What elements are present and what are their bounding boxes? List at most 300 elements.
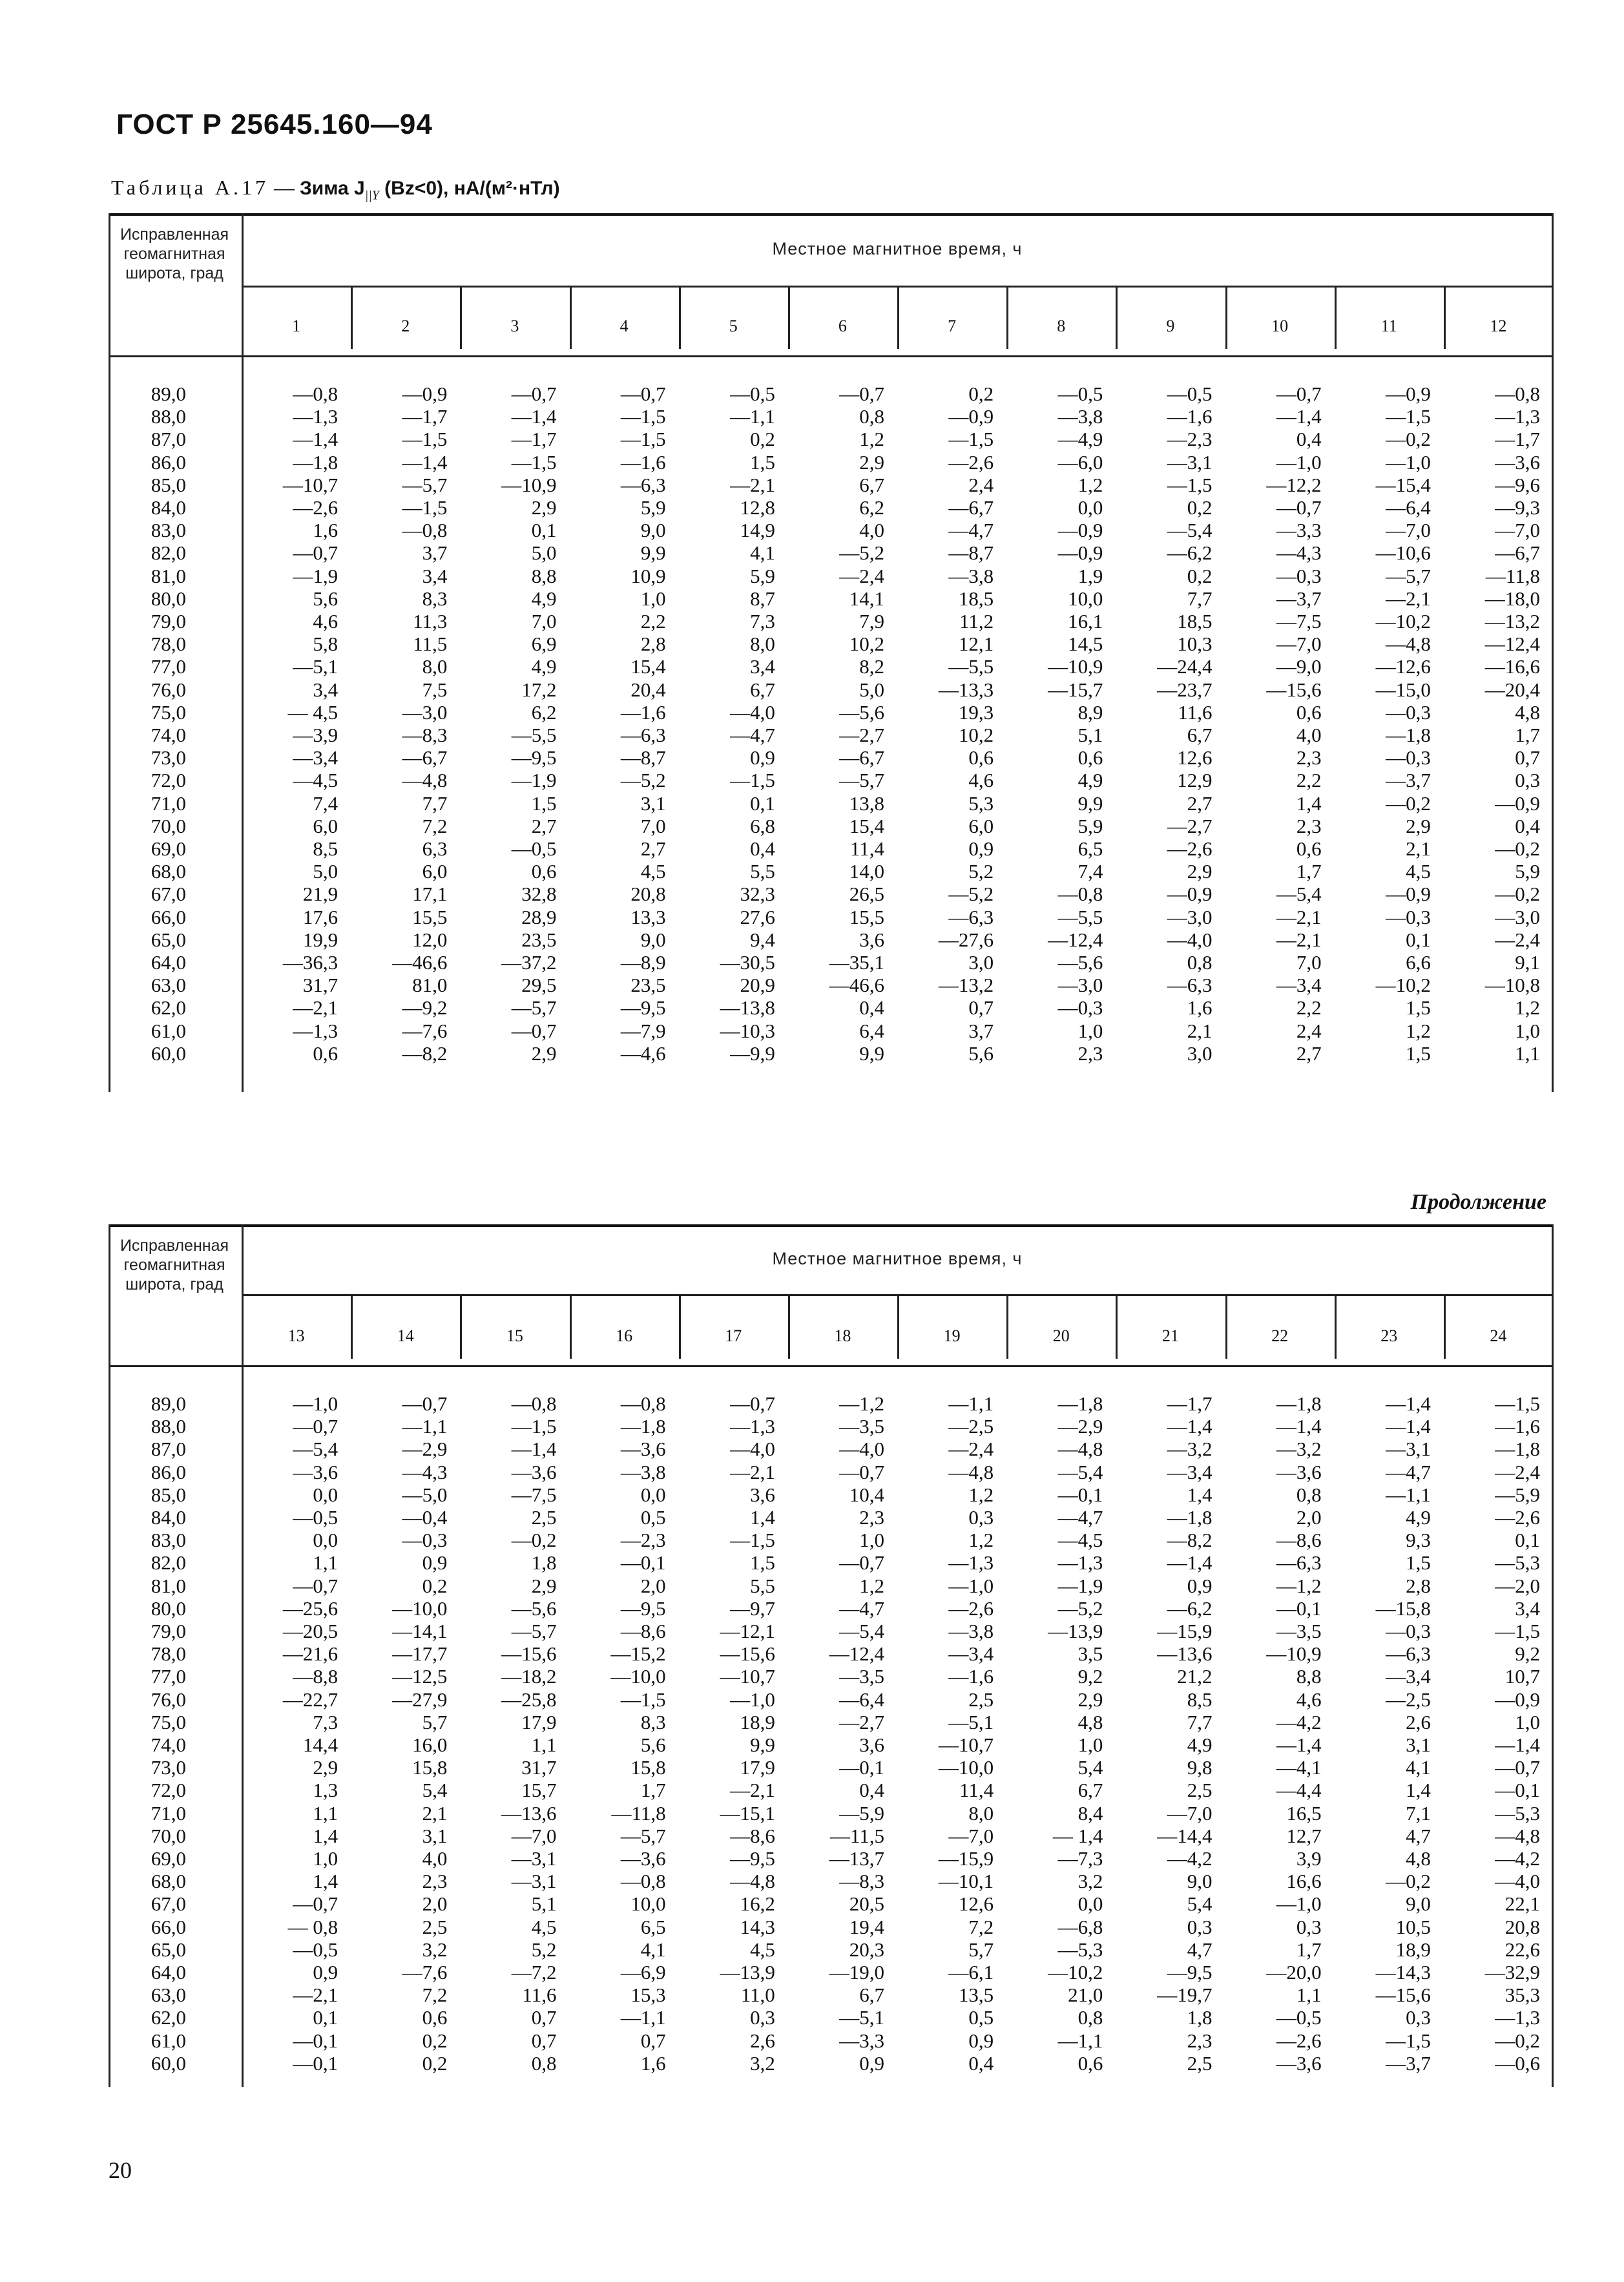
value-cell: 7,7 [422,791,448,815]
latitude-cell: 60,0 [151,1042,186,1065]
value-cell: —3,6 [1276,2051,1322,2075]
value-cell: 2,9 [859,450,884,474]
value-cell: —5,6 [839,700,884,724]
value-cell: 5,6 [313,587,338,610]
value-cell: —6,7 [402,746,448,769]
value-cell: —2,1 [293,996,338,1020]
latitude-cell: 67,0 [151,883,186,906]
value-cell: —1,4 [1167,1415,1213,1438]
value-cell: —1,1 [620,2006,666,2029]
value-cell: 0,2 [968,382,994,405]
value-cell: 13,8 [849,791,884,815]
value-cell: 23,5 [630,974,666,997]
value-cell: —2,9 [1057,1415,1103,1438]
value-cell: 0,4 [750,837,775,860]
hour-header: 24 [1490,1326,1507,1345]
value-cell: 1,1 [313,1801,338,1825]
value-cell: —7,2 [511,1961,557,1984]
latitude-cell: 64,0 [151,1961,186,1984]
value-cell: —0,2 [1495,2029,1540,2052]
value-cell: —4,0 [1495,1870,1540,1893]
value-cell: 6,6 [1406,951,1431,974]
value-cell: 12,9 [1177,769,1213,792]
value-cell: 4,5 [750,1938,775,1961]
value-cell: —2,7 [839,1710,884,1733]
value-cell: 2,0 [1296,1506,1322,1529]
value-cell: —0,1 [620,1551,666,1575]
value-cell: —1,4 [1276,1733,1322,1756]
value-cell: —36,3 [282,951,338,974]
value-cell: 0,2 [750,428,775,451]
latitude-cell: 65,0 [151,1938,186,1961]
value-cell: 4,0 [1296,724,1322,746]
value-cell: —1,1 [1386,1483,1431,1506]
value-cell: 2,5 [531,1506,557,1529]
value-cell: 0,1 [313,2006,338,2029]
value-cell: —8,9 [620,951,666,974]
value-cell: 7,3 [750,610,775,633]
value-cell: 4,5 [531,1915,557,1938]
latitude-cell: 68,0 [151,1870,186,1893]
latitude-cell: 77,0 [151,1665,186,1688]
value-cell: —0,9 [1057,541,1103,565]
hour-header: 23 [1380,1326,1398,1345]
value-cell: —3,1 [1386,1438,1431,1461]
value-cell: 1,1 [1296,1984,1322,2007]
value-cell: 2,2 [640,610,666,633]
value-cell: —2,1 [293,1984,338,2007]
value-cell: 2,7 [531,814,557,837]
value-cell: 0,5 [968,2006,994,2029]
value-cell: 0,2 [422,2029,448,2052]
value-cell: —27,9 [392,1688,448,1711]
value-cell: 0,9 [968,837,994,860]
value-cell: —1,5 [1495,1620,1540,1642]
value-cell: 2,9 [1187,860,1213,883]
value-cell: —3,2 [1276,1438,1322,1461]
latitude-cell: 82,0 [151,1551,186,1575]
value-cell: —5,4 [1167,519,1213,542]
value-cell: —3,7 [1386,2051,1431,2075]
value-cell: 4,0 [859,519,884,542]
value-cell: —2,4 [1495,928,1540,951]
latitude-cell: 85,0 [151,1483,186,1506]
caption-title: Зима J [299,178,365,199]
value-cell: 19,9 [302,928,338,951]
value-cell: —1,4 [1386,1392,1431,1415]
value-cell: 27,6 [740,905,775,928]
value-cell: 4,5 [1406,860,1431,883]
value-cell: —13,9 [720,1961,775,1984]
value-cell: 8,0 [750,633,775,656]
value-cell: 20,3 [849,1938,884,1961]
value-cell: 17,6 [302,905,338,928]
value-cell: 1,6 [640,2051,666,2075]
value-cell: 2,9 [531,1042,557,1065]
value-cell: 3,4 [313,678,338,701]
hour-header: 20 [1052,1326,1070,1345]
value-cell: —0,4 [402,1506,448,1529]
value-cell: —17,7 [392,1642,448,1666]
value-cell: 6,4 [859,1019,884,1042]
value-cell: 4,1 [640,1938,666,1961]
latitude-cell: 62,0 [151,996,186,1020]
value-cell: —4,8 [402,769,448,792]
value-cell: 7,7 [1187,1710,1213,1733]
value-cell: 0,7 [1515,746,1540,769]
value-cell: 7,4 [313,791,338,815]
value-cell: —10,7 [720,1665,775,1688]
value-cell: —13,8 [720,996,775,1020]
value-cell: —1,7 [402,405,448,428]
value-cell: —6,4 [1386,496,1431,519]
value-cell: —0,8 [620,1392,666,1415]
value-cell: —1,0 [1276,450,1322,474]
value-cell: —2,7 [1167,814,1213,837]
value-cell: 31,7 [302,974,338,997]
value-cell: 2,8 [1406,1574,1431,1597]
value-cell: —5,4 [839,1620,884,1642]
value-cell: —6,8 [1057,1915,1103,1938]
value-cell: —5,2 [620,769,666,792]
value-cell: —0,5 [293,1506,338,1529]
latitude-cell: 62,0 [151,2006,186,2029]
value-cell: 0,8 [1296,1483,1322,1506]
value-cell: —4,1 [1276,1756,1322,1779]
value-cell: 10,0 [630,1892,666,1916]
value-cell: 3,0 [1187,1042,1213,1065]
value-cell: —30,5 [720,951,775,974]
value-cell: 5,0 [859,678,884,701]
value-cell: 11,4 [959,1779,994,1802]
value-cell: 5,7 [968,1938,994,1961]
value-cell: 2,5 [422,1915,448,1938]
value-cell: 0,4 [859,996,884,1020]
value-cell: 21,2 [1177,1665,1213,1688]
value-cell: 1,5 [1406,996,1431,1020]
value-cell: —3,6 [620,1847,666,1870]
value-cell: —5,5 [511,724,557,746]
value-cell: 0,7 [968,996,994,1020]
value-cell: 7,0 [531,610,557,633]
value-cell: —1,4 [402,450,448,474]
hour-header: 4 [619,317,629,335]
value-cell: 8,2 [859,655,884,678]
hour-header: 13 [287,1326,305,1345]
value-cell: —1,8 [293,450,338,474]
value-cell: —4,0 [730,700,775,724]
value-cell: 2,9 [531,1574,557,1597]
document-header: ГОСТ Р 25645.160—94 [116,109,433,140]
value-cell: —6,7 [1495,541,1540,565]
latitude-cell: 87,0 [151,428,186,451]
value-cell: —8,2 [1167,1529,1213,1552]
value-cell: 9,0 [1406,1892,1431,1916]
value-cell: —1,5 [1167,473,1213,496]
value-cell: 0,3 [1187,1915,1213,1938]
latitude-cell: 71,0 [151,1801,186,1825]
value-cell: 15,7 [521,1779,557,1802]
value-cell: 0,7 [531,2006,557,2029]
value-cell: 4,6 [968,769,994,792]
value-cell: 9,9 [640,541,666,565]
value-cell: —6,3 [620,473,666,496]
value-cell: 3,9 [1296,1847,1322,1870]
value-cell: —9,0 [1276,655,1322,678]
value-cell: 3,1 [422,1824,448,1847]
latitude-cell: 72,0 [151,1779,186,1802]
hour-header: 2 [401,317,410,335]
value-cell: 18,5 [1177,610,1213,633]
value-cell: 7,2 [422,814,448,837]
value-cell: —4,8 [1386,633,1431,656]
value-cell: 10,3 [1177,633,1213,656]
value-cell: 12,6 [958,1892,994,1916]
value-cell: 8,8 [1296,1665,1322,1688]
value-cell: —6,0 [1057,450,1103,474]
value-cell: 20,9 [740,974,775,997]
value-cell: —15,6 [501,1642,557,1666]
hour-header: 18 [834,1326,851,1345]
value-cell: 4,8 [1077,1710,1103,1733]
value-cell: 4,8 [1406,1847,1431,1870]
value-cell: 10,7 [1504,1665,1540,1688]
latitude-cell: 83,0 [151,519,186,542]
value-cell: —15,7 [1048,678,1103,701]
value-cell: —3,8 [620,1460,666,1483]
value-cell: —0,3 [1386,1620,1431,1642]
value-cell: 3,6 [750,1483,775,1506]
value-cell: —0,3 [1386,746,1431,769]
value-cell: —16,6 [1484,655,1540,678]
value-cell: 14,0 [849,860,884,883]
value-cell: —1,8 [620,1415,666,1438]
value-cell: —2,4 [948,1438,994,1461]
value-cell: 0,1 [1406,928,1431,951]
value-cell: 21,0 [1068,1984,1103,2007]
value-cell: 10,2 [958,724,994,746]
value-cell: —1,5 [948,428,994,451]
value-cell: —1,1 [402,1415,448,1438]
value-cell: 1,2 [1077,473,1103,496]
value-cell: —3,4 [948,1642,994,1666]
value-cell: 18,9 [1395,1938,1431,1961]
value-cell: 3,2 [750,2051,775,2075]
value-cell: —1,4 [511,1438,557,1461]
value-cell: —6,9 [620,1961,666,1984]
value-cell: —2,3 [620,1529,666,1552]
value-cell: 6,8 [750,814,775,837]
value-cell: 13,5 [958,1984,994,2007]
latitude-cell: 86,0 [151,450,186,474]
value-cell: —32,9 [1484,1961,1540,1984]
table-right-border [1552,1224,1554,2087]
value-cell: 11,3 [413,610,448,633]
hour-header: 9 [1166,317,1175,335]
value-cell: —3,4 [1276,974,1322,997]
value-cell: 8,5 [313,837,338,860]
value-cell: 1,4 [1187,1483,1213,1506]
value-cell: 0,5 [640,1506,666,1529]
value-cell: 10,5 [1395,1915,1431,1938]
value-cell: —0,9 [1167,883,1213,906]
value-cell: 0,4 [1296,428,1322,451]
value-cell: —18,2 [501,1665,557,1688]
value-cell: —5,5 [1057,905,1103,928]
value-cell: —0,2 [1386,791,1431,815]
latitude-cell: 77,0 [151,655,186,678]
value-cell: —12,4 [829,1642,884,1666]
value-cell: —2,6 [1167,837,1213,860]
value-cell: 1,4 [750,1506,775,1529]
value-cell: 4,7 [1406,1824,1431,1847]
value-cell: 21,9 [302,883,338,906]
value-cell: —5,3 [1495,1551,1540,1575]
value-cell: 10,4 [849,1483,884,1506]
value-cell: —1,5 [511,1415,557,1438]
value-cell: 0,8 [1187,951,1213,974]
value-cell: 20,8 [1504,1915,1540,1938]
value-cell: 3,7 [968,1019,994,1042]
value-cell: —3,6 [293,1460,338,1483]
latitude-cell: 63,0 [151,1984,186,2007]
value-cell: —15,8 [1375,1596,1431,1620]
value-cell: 2,0 [640,1574,666,1597]
hour-header: 19 [943,1326,961,1345]
value-cell: 20,4 [630,678,666,701]
value-cell: —10,2 [1375,974,1431,997]
value-cell: —8,6 [730,1824,775,1847]
value-cell: 2,3 [422,1870,448,1893]
value-cell: 0,1 [1515,1529,1540,1552]
value-cell: 8,3 [422,587,448,610]
value-cell: 1,9 [1077,564,1103,587]
value-cell: —12,6 [1375,655,1431,678]
value-cell: —1,0 [948,1574,994,1597]
value-cell: —3,0 [1495,905,1540,928]
value-cell: —6,7 [839,746,884,769]
value-cell: —0,3 [1057,996,1103,1020]
value-cell: —5,3 [1495,1801,1540,1825]
value-cell: 3,1 [640,791,666,815]
value-cell: —0,2 [1386,1870,1431,1893]
value-cell: —1,6 [948,1665,994,1688]
value-cell: —1,9 [511,769,557,792]
value-cell: —11,8 [1485,564,1540,587]
value-cell: —15,9 [938,1847,994,1870]
value-cell: —2,1 [730,1460,775,1483]
value-cell: —4,4 [1276,1779,1322,1802]
value-cell: —3,4 [293,746,338,769]
value-cell: 22,1 [1504,1892,1540,1916]
value-cell: 0,6 [1077,2051,1103,2075]
value-cell: 6,5 [640,1915,666,1938]
value-cell: 11,5 [413,633,448,656]
value-cell: —7,0 [1495,519,1540,542]
value-cell: 5,9 [1077,814,1103,837]
value-cell: —6,2 [1167,1596,1213,1620]
value-cell: 0,0 [640,1483,666,1506]
value-cell: 14,1 [849,587,884,610]
hour-header: 12 [1490,317,1507,335]
value-cell: 17,2 [521,678,557,701]
value-cell: —3,4 [1167,1460,1213,1483]
value-cell: —4,2 [1495,1847,1540,1870]
value-cell: 5,9 [640,496,666,519]
value-cell: —5,7 [839,769,884,792]
value-cell: —15,2 [610,1642,666,1666]
value-cell: 1,8 [531,1551,557,1575]
value-cell: —1,3 [1495,405,1540,428]
value-cell: 4,1 [750,541,775,565]
value-cell: —1,3 [293,405,338,428]
value-cell: —7,0 [1386,519,1431,542]
value-cell: 5,0 [531,541,557,565]
value-cell: —5,3 [1057,1938,1103,1961]
value-cell: 0,0 [1077,1892,1103,1916]
value-cell: —2,1 [1276,928,1322,951]
value-cell: —13,7 [829,1847,884,1870]
value-cell: —0,7 [402,1392,448,1415]
hour-header: 21 [1161,1326,1179,1345]
value-cell: —20,0 [1266,1961,1322,1984]
value-cell: —1,5 [1495,1392,1540,1415]
column-divider [242,1224,244,2087]
value-cell: 1,1 [531,1733,557,1756]
table-right-border [1552,213,1554,1092]
latitude-cell: 74,0 [151,724,186,746]
latitude-cell: 83,0 [151,1529,186,1552]
continuation-label: Продолжение [1410,1190,1546,1214]
value-cell: 4,9 [1406,1506,1431,1529]
value-cell: 11,0 [740,1984,775,2007]
value-cell: 5,5 [750,860,775,883]
value-cell: 19,3 [958,700,994,724]
value-cell: —0,7 [511,1019,557,1042]
value-cell: 7,1 [1406,1801,1431,1825]
value-cell: —3,5 [1276,1620,1322,1642]
value-cell: —0,3 [1386,700,1431,724]
value-cell: —10,9 [1266,1642,1322,1666]
value-cell: 18,9 [740,1710,775,1733]
value-cell: 2,4 [1296,1019,1322,1042]
value-cell: —9,5 [620,996,666,1020]
time-group-header: Местное магнитное время, ч [772,1249,1023,1268]
value-cell: —7,0 [1276,633,1322,656]
value-cell: —0,8 [293,382,338,405]
value-cell: 0,6 [1296,837,1322,860]
value-cell: —0,7 [839,382,884,405]
value-cell: —18,0 [1484,587,1540,610]
value-cell: —24,4 [1157,655,1213,678]
value-cell: —1,5 [730,1529,775,1552]
value-cell: —7,6 [402,1961,448,1984]
value-cell: 1,3 [313,1779,338,1802]
value-cell: —5,4 [293,1438,338,1461]
value-cell: 14,4 [302,1733,338,1756]
value-cell: 0,1 [750,791,775,815]
value-cell: 1,2 [968,1483,994,1506]
value-cell: 2,3 [1296,814,1322,837]
value-cell: 16,1 [1068,610,1103,633]
value-cell: 9,2 [1515,1642,1540,1666]
value-cell: —15,0 [1375,678,1431,701]
value-cell: —27,6 [938,928,994,951]
value-cell: 1,0 [1515,1710,1540,1733]
value-cell: 8,9 [1077,700,1103,724]
value-cell: 1,5 [750,1551,775,1575]
value-cell: 2,3 [859,1506,884,1529]
